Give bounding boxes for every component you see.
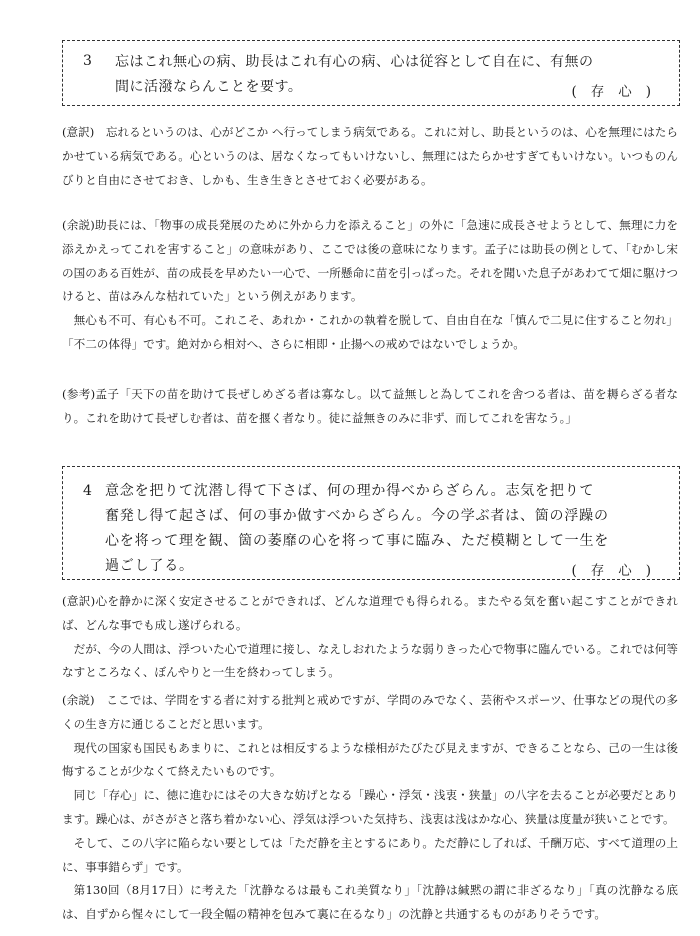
quote-line: 忘はこれ無心の病、助長はこれ有心の病、心は従容として自在に、有無の — [115, 54, 594, 70]
paragraph: ここでは、学問をする者に対する批判と戒めですが、学問のみでなく、芸術やスポーツ、仕事などの現代の多くの生き方に通じることだと思います。 — [62, 693, 679, 731]
paragraph: 孟子「天下の苗を助けて長ぜしめざる者は寡なし。以て益無しと為してこれを舎つる者は、苗を耨らざる者なり。これを助けて長ぜしむ者は、苗を揠く者なり。徒に益無きのみに非ず、而してこれを害なう。」 — [62, 387, 678, 425]
section-label: (意訳) — [62, 594, 96, 608]
quote-source: (存心) — [571, 563, 665, 579]
quote-number: 3 — [83, 53, 92, 69]
section-label: (余説) — [62, 693, 95, 707]
translation-3 — [62, 121, 678, 192]
commentary-3 — [62, 214, 678, 357]
paragraph: だが、今の人間は、浮ついた心で道理に接し、なえしおれたような弱りきった心で物事に臨んでいる。これでは何等なすところなく、ぼんやりと一生を終わってしまう。 — [62, 641, 678, 680]
paragraph: 同じ「存心」に、徳に進むにはその大きな妨げとなる「躁心・浮気・浅衷・狭量」の八字を去ることが必要だとあります。躁心は、がさがさと落ち着かない心、浮気は浮ついた気持ち、浅衷は浅はかな心、狭量は度量が狭いことです。 — [62, 788, 678, 826]
quote-box-4 — [62, 466, 680, 580]
paragraph: 忘れるというのは、心がどこか へ行ってしまう病気である。これに対し、助長というのは、心を無理にはたらかせている病気である。心というのは、居なくなってもいけないし、無理にはたらかせすぎてもいけない。いつものんびりと自由にさせておき、しかも、生き生きとさせておく必要がある。 — [62, 125, 678, 187]
paragraph: そして、この八字に陥らない要としては「ただ静を主とするにあり。ただ静にし了れば、千酬万応、すべて道理の上に、事事錯らず」です。 — [62, 835, 678, 874]
quote-line: 奮発し得て起さば、何の事か做すべからざらん。今の学ぶ者は、箇の浮躁の — [105, 508, 609, 524]
paragraph: 現代の国家も国民もあまりに、これとは相反するような様相がたびたび見えますが、できることなら、己の一生は後悔することが少なくて終えたいものです。 — [62, 740, 678, 779]
paragraph: 無心も不可、有心も不可。これこそ、あれか・これかの執着を脱して、自由自在な「慎んで二見に住すること勿れ」「不二の体得」です。絶対から相対へ、さらに相即・止揚への戒めではないでしょうか。 — [62, 313, 678, 351]
translation-4 — [62, 590, 678, 685]
section-label: (意訳) — [62, 125, 95, 139]
reference-3 — [62, 383, 678, 431]
paragraph: 助長には、「物事の成長発展のために外から力を添えること」の外に「急速に成長させようとして、無理に力を添えかえってこれを害すること」の意味があり、ここでは後の意味になります。孟子には助長の例として、「むかし宋の国のある百姓が、苗の成長を早めたい一心で、一所懸命に苗を引っぱった。それを聞いた息子があわてて畑に駆けつけると、苗はみんな枯れていた」という例えがあります。 — [62, 218, 678, 304]
quote-source: (存心) — [571, 84, 665, 100]
quote-line: 過ごし了る。 — [105, 558, 194, 574]
quote-number: 4 — [83, 483, 92, 499]
quote-line: 意念を把りて沈潜し得て下さば、何の理か得べからざらん。志気を把りて — [105, 483, 595, 499]
commentary-4 — [62, 689, 678, 927]
paragraph: 第130回（8月17日）に考えた「沈静なるは最もこれ美質なり」「沈静は緘黙の謂に非ざるなり」「真の沈静なる底は、自ずから惺々にして一段全幅の精神を包みて裏に在るなり」の沈静と共通するものがありそうです。 — [62, 883, 678, 922]
paragraph: 心を静かに深く安定させることができれば、どんな道理でも得られる。またやる気を奮い起こすことができれば、どんな事でも成し遂げられる。 — [62, 594, 678, 632]
section-label: (参考) — [62, 387, 96, 401]
section-label: (余説) — [62, 218, 95, 232]
quote-line: 間に活潑ならんことを要す。 — [115, 79, 303, 95]
quote-line: 心を将って理を観、箇の萎靡の心を将って事に臨み、ただ模糊として一生を — [105, 533, 610, 549]
quote-box-3 — [62, 40, 680, 106]
